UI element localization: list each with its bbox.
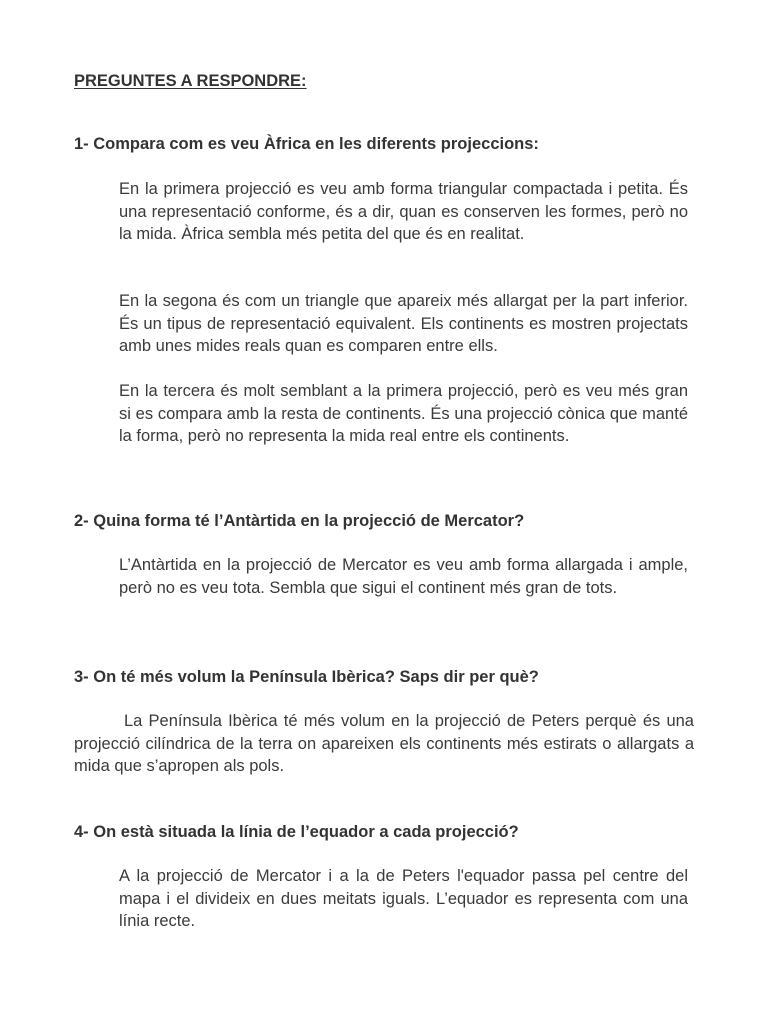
document-title: PREGUNTES A RESPONDRE: bbox=[74, 72, 307, 90]
question-1-heading: 1- Compara com es veu Àfrica en les diferents projeccions: bbox=[74, 135, 539, 153]
question-3-heading: 3- On té més volum la Península Ibèrica? Saps dir per què? bbox=[74, 668, 539, 686]
question-4-answer-1: A la projecció de Mercator i a la de Peters l'equador passa pel centre del mapa i el divideix en dues meitats iguals. L’equador es representa com una línia recte. bbox=[119, 867, 688, 931]
question-1-answer-2: En la segona és com un triangle que apareix més allargat per la part inferior. És un tipus de representació equivalent. Els continents es mostren projectats amb unes mides reals quan es comparen entre ells. bbox=[119, 292, 688, 356]
question-2-answer-1: L’Antàrtida en la projecció de Mercator es veu amb forma allargada i ample, però no es veu tota. Sembla que sigui el continent més gran de tots. bbox=[119, 556, 688, 597]
question-3-answer-1: La Península Ibèrica té més volum en la projecció de Peters perquè és una projecció cilíndrica de la terra on apareixen els continents més estirats o allargats a mida que s’apropen als pols. bbox=[74, 712, 694, 776]
question-2-heading: 2- Quina forma té l’Antàrtida en la projecció de Mercator? bbox=[74, 512, 525, 530]
question-1-answer-1: En la primera projecció es veu amb forma triangular compactada i petita. És una representació conforme, és a dir, quan es conserven les formes, però no la mida. Àfrica sembla més petita del que és en realitat. bbox=[119, 180, 688, 244]
question-1-answer-3: En la tercera és molt semblant a la primera projecció, però es veu més gran si es compara amb la resta de continents. És una projecció cònica que manté la forma, però no representa la mida real entre els continents. bbox=[119, 382, 688, 446]
question-4-heading: 4- On està situada la línia de l’equador a cada projecció? bbox=[74, 823, 519, 841]
